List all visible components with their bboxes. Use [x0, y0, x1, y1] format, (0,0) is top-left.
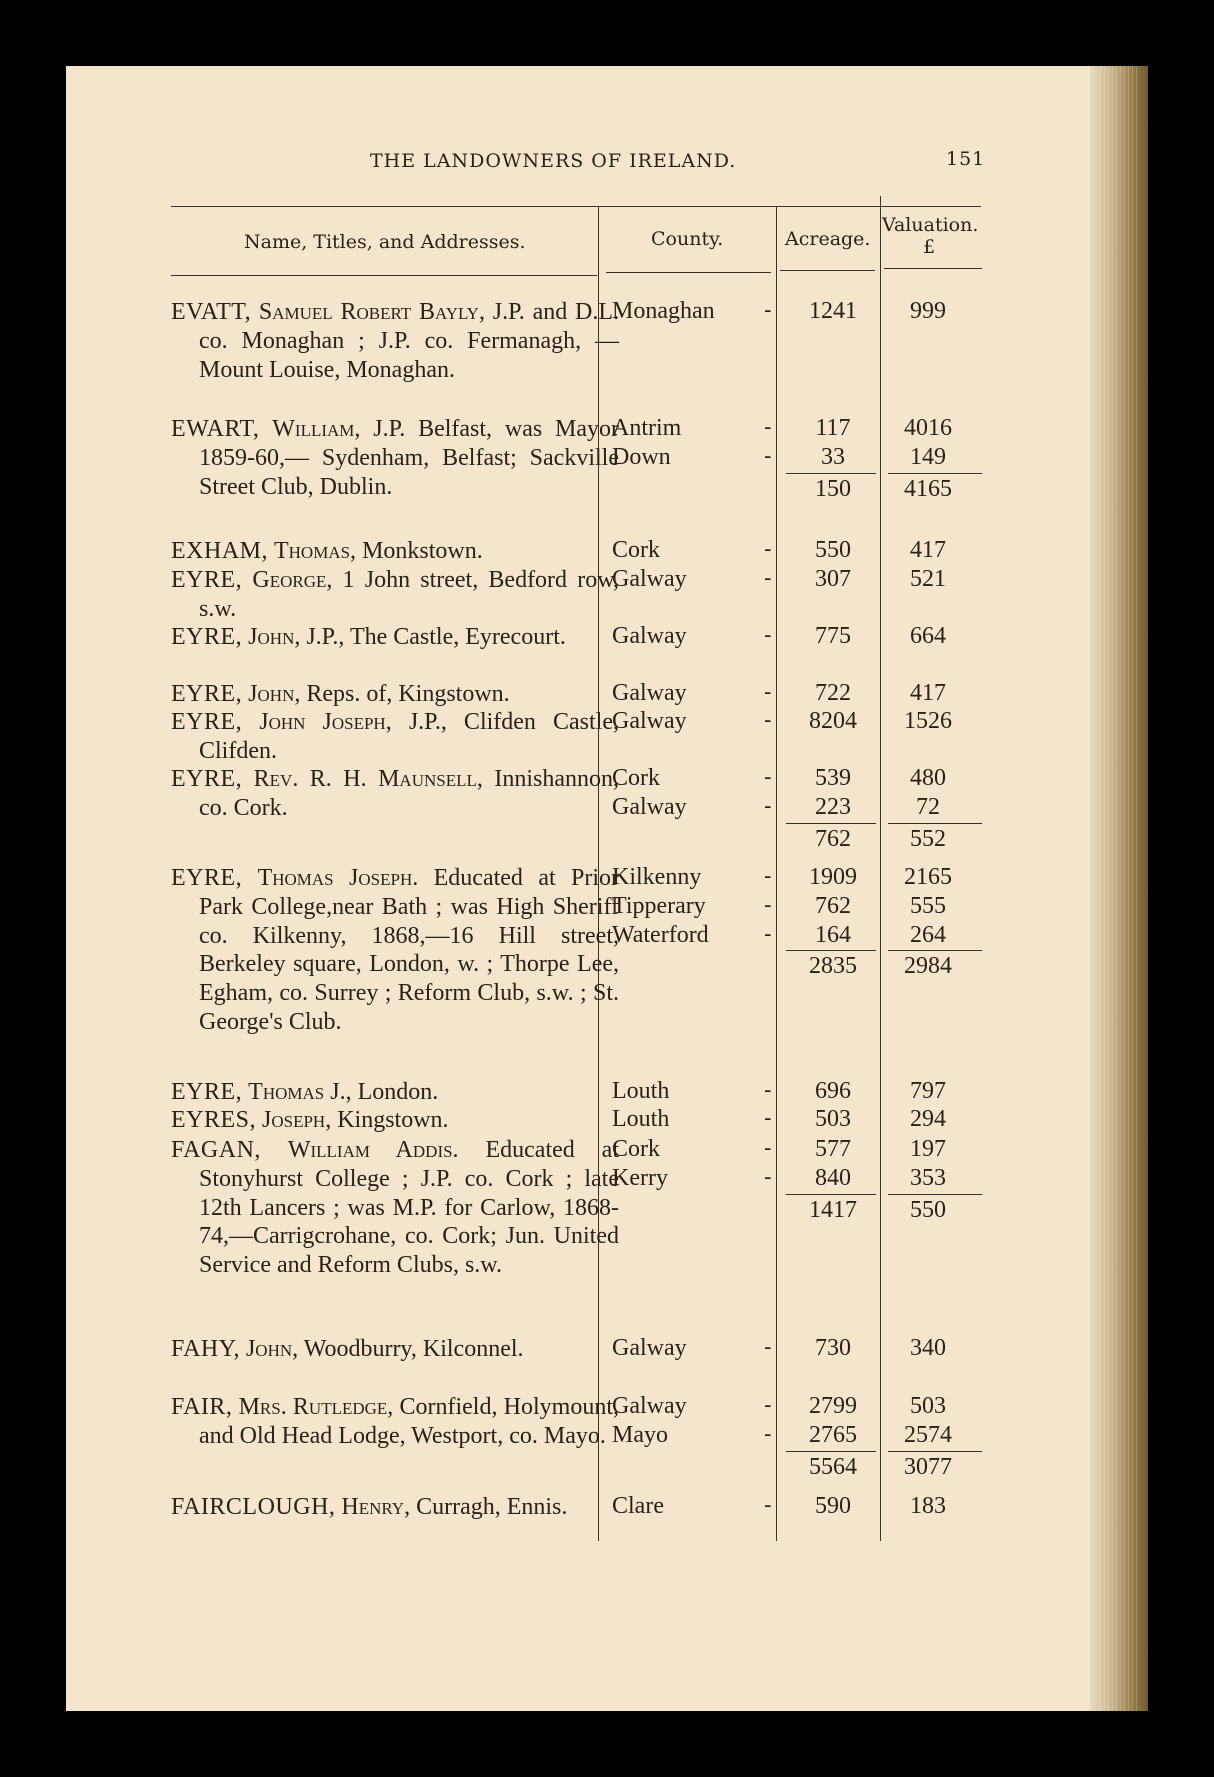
holding-valuation: 797 [910, 1078, 946, 1104]
entry-name [171, 1493, 619, 1522]
holding-county: Louth [612, 1078, 670, 1104]
total-rule-acreage [786, 1451, 876, 1452]
holding-acreage: 164 [815, 921, 851, 948]
holding-county: Down [612, 443, 671, 470]
holding-county: Galway [612, 708, 687, 734]
entry-name [171, 1106, 619, 1135]
entry-name [171, 708, 619, 766]
entry-surname: EWART, [171, 416, 260, 442]
holding-county: Mayo [612, 1421, 668, 1448]
holding-valuation: 340 [910, 1335, 946, 1361]
holding-valuation: 294 [910, 1106, 946, 1132]
entry-details: London. [357, 1079, 439, 1105]
holding-county: Antrim [612, 415, 682, 441]
entry-details: Innishannon, co. Cork. [199, 766, 620, 821]
entry-name [171, 680, 619, 709]
column-header-valuation: Valuation. [882, 214, 979, 236]
entry-surname: EYRE, [171, 624, 243, 650]
holding-acreage: 840 [815, 1164, 851, 1191]
total-acreage: 762 [815, 825, 851, 852]
entry-name [171, 298, 619, 384]
holding-county: Monaghan [612, 298, 715, 324]
entry-surname: EYRE, [171, 766, 243, 792]
entry-given-name: John Joseph, [259, 709, 392, 735]
entry-name [171, 864, 619, 1037]
holding-acreage: 550 [815, 537, 851, 563]
entry-surname: EVATT, [171, 299, 252, 325]
holding-valuation: 149 [910, 443, 946, 470]
entry-details: J.P., The Castle, Eyrecourt. [306, 624, 566, 650]
total-valuation: 2984 [904, 953, 952, 980]
entry-given-name: William Addis. [287, 1137, 459, 1163]
holding-dash: - [764, 1106, 772, 1131]
entry-surname: EYRES, [171, 1107, 257, 1133]
entry-given-name: John, [248, 624, 301, 650]
total-rule-valuation [888, 1194, 982, 1195]
holding-dash: - [764, 566, 772, 591]
holding-acreage: 503 [815, 1106, 851, 1132]
entry-given-name: Henry, [341, 1494, 411, 1520]
entry-name [171, 415, 619, 501]
holding-dash: - [764, 864, 772, 889]
column-header-valuation-unit: £ [923, 236, 936, 258]
holding-acreage: 307 [815, 566, 851, 592]
column-divider-3 [880, 196, 881, 1541]
total-valuation: 552 [910, 825, 946, 852]
entry-given-name: Samuel Robert Bayly, [258, 299, 485, 325]
holding-valuation: 197 [910, 1136, 946, 1162]
entry-name [171, 1393, 619, 1451]
holding-valuation: 521 [910, 566, 946, 592]
holding-dash: - [764, 892, 772, 918]
column-divider-2 [776, 206, 777, 1541]
header-rule-top [171, 206, 981, 207]
entry-name [171, 537, 619, 566]
holding-county: Kilkenny [612, 864, 702, 890]
entry-name [171, 566, 619, 624]
holding-acreage: 590 [815, 1493, 851, 1519]
entry-details: Woodburry, Kilconnel. [303, 1336, 524, 1362]
holding-valuation: 555 [910, 892, 946, 919]
total-rule-acreage [786, 473, 876, 474]
holding-dash: - [764, 1421, 772, 1447]
entry-details: 1 John street, Bedford row, s.w. [199, 567, 619, 622]
entry-given-name: Thomas, [274, 538, 357, 564]
holding-county: Cork [612, 765, 660, 791]
holding-county: Clare [612, 1493, 664, 1519]
entry-details: J.P. Belfast, was Mayor 1859-60,— Sydenham, Belfast; Sackville Street Club, Dublin. [199, 416, 620, 500]
holding-dash: - [764, 1493, 772, 1518]
entry-given-name: William, [272, 416, 361, 442]
holding-dash: - [764, 443, 772, 469]
holding-dash: - [764, 921, 772, 947]
holding-county: Kerry [612, 1164, 668, 1191]
entry-surname: FAHY, [171, 1336, 240, 1362]
holding-county: Waterford [612, 921, 709, 948]
header-rule-bottom-name [171, 275, 597, 276]
entry-given-name: Thomas Joseph. [257, 865, 419, 891]
total-acreage: 1417 [809, 1196, 857, 1223]
entry-surname: EYRE, [171, 1079, 243, 1105]
entry-surname: FAIRCLOUGH, [171, 1494, 336, 1520]
total-valuation: 550 [910, 1196, 946, 1223]
entry-details: Reps. of, Kingstown. [306, 681, 510, 707]
total-rule-acreage [786, 1194, 876, 1195]
total-rule-acreage [786, 950, 876, 951]
holding-acreage: 1241 [809, 298, 857, 324]
holding-county: Louth [612, 1106, 670, 1132]
entry-name [171, 1078, 619, 1107]
total-valuation: 4165 [904, 475, 952, 502]
header-rule-bottom-county [606, 272, 771, 273]
entry-given-name: Mrs. Rutledge, [238, 1394, 394, 1420]
holding-dash: - [764, 623, 772, 648]
total-rule-valuation [888, 1451, 982, 1452]
holding-acreage: 762 [815, 892, 851, 919]
holding-acreage: 33 [821, 443, 845, 470]
holding-acreage: 223 [815, 793, 851, 820]
holding-acreage: 2765 [809, 1421, 857, 1448]
entry-surname: FAGAN, [171, 1137, 261, 1163]
holding-county: Galway [612, 680, 687, 706]
entry-surname: EYRE, [171, 709, 243, 735]
holding-county: Cork [612, 537, 660, 563]
holding-county: Galway [612, 1335, 687, 1361]
holding-valuation: 72 [916, 793, 940, 820]
total-rule-acreage [786, 823, 876, 824]
holding-valuation: 664 [910, 623, 946, 649]
entry-surname: EYRE, [171, 567, 243, 593]
holding-dash: - [764, 708, 772, 733]
holding-dash: - [764, 1078, 772, 1103]
holding-county: Galway [612, 793, 687, 820]
holding-county: Galway [612, 623, 687, 649]
holding-valuation: 999 [910, 298, 946, 324]
holding-acreage: 722 [815, 680, 851, 706]
entry-surname: EYRE, [171, 681, 243, 707]
holding-valuation: 417 [910, 680, 946, 706]
total-acreage: 2835 [809, 953, 857, 980]
entry-details: Monkstown. [362, 538, 483, 564]
holding-dash: - [764, 1164, 772, 1190]
header-rule-bottom-valuation [884, 268, 982, 269]
holding-valuation: 480 [910, 765, 946, 791]
holding-valuation: 417 [910, 537, 946, 563]
page-number: 151 [946, 148, 986, 170]
holding-valuation: 2165 [904, 864, 952, 890]
total-acreage: 150 [815, 475, 851, 502]
entry-name [171, 1335, 619, 1364]
holding-acreage: 2799 [809, 1393, 857, 1419]
column-header-acreage: Acreage. [785, 228, 871, 250]
holding-valuation: 503 [910, 1393, 946, 1419]
holding-acreage: 775 [815, 623, 851, 649]
holding-dash: - [764, 537, 772, 562]
holding-dash: - [764, 793, 772, 819]
running-title: THE LANDOWNERS OF IRELAND. [370, 150, 737, 172]
column-header-name: Name, Titles, and Addresses. [244, 231, 526, 253]
entry-name [171, 765, 619, 823]
holding-valuation: 1526 [904, 708, 952, 734]
total-rule-valuation [888, 473, 982, 474]
entry-given-name: John, [245, 1336, 299, 1362]
holding-county: Tipperary [612, 892, 706, 919]
entry-given-name: John, [248, 681, 301, 707]
holding-valuation: 183 [910, 1493, 946, 1519]
holding-dash: - [764, 1393, 772, 1418]
entry-surname: EXHAM, [171, 538, 268, 564]
holding-valuation: 2574 [904, 1421, 952, 1448]
holding-valuation: 353 [910, 1164, 946, 1191]
holding-county: Galway [612, 566, 687, 592]
entry-given-name: Rev. R. H. Maunsell, [253, 766, 483, 792]
entry-details: Cornfield, Holymount, and Old Head Lodge, Westport, co. Mayo. [199, 1394, 619, 1449]
holding-dash: - [764, 298, 772, 323]
entry-surname: EYRE, [171, 865, 243, 891]
column-header-county: County. [651, 228, 724, 250]
entry-name [171, 623, 619, 652]
entry-name [171, 1136, 619, 1280]
entry-details: Curragh, Ennis. [416, 1494, 568, 1520]
holding-dash: - [764, 680, 772, 705]
total-rule-valuation [888, 823, 982, 824]
entry-details: J.P., Clifden Castle, Clifden. [199, 709, 619, 764]
holding-acreage: 730 [815, 1335, 851, 1361]
holding-dash: - [764, 1136, 772, 1161]
entry-given-name: George, [252, 567, 333, 593]
holding-acreage: 8204 [809, 708, 857, 734]
entry-details: Educated at Stonyhurst College ; J.P. co. Cork ; late 12th Lancers ; was M.P. for Carlow, 1868-74,—Carrigcrohane, co. Cork; Jun. United Service and Reform Clubs, s.w. [199, 1137, 620, 1279]
entry-details: Educated at Prior Park College,near Bath ; was High Sheriff co. Kilkenny, 1868,—16 Hill street, Berkeley square, London, w. ; Thorpe Lee, Egham, co. Surrey ; Reform Club, s.w. ; St. George's Club. [199, 865, 620, 1035]
header-rule-bottom-acreage [780, 270, 875, 271]
entry-details: Kingstown. [337, 1107, 449, 1133]
holding-valuation: 4016 [904, 415, 952, 441]
holding-county: Galway [612, 1393, 687, 1419]
total-acreage: 5564 [809, 1453, 857, 1480]
holding-valuation: 264 [910, 921, 946, 948]
entry-given-name: Thomas J., [248, 1079, 352, 1105]
entry-given-name: Joseph, [262, 1107, 332, 1133]
holding-acreage: 117 [815, 415, 851, 441]
holding-acreage: 1909 [809, 864, 857, 890]
entry-details: J.P. and D.L. co. Monaghan ; J.P. co. Fermanagh, — Mount Louise, Monaghan. [199, 299, 620, 383]
page-edge-lines [1100, 66, 1140, 1711]
holding-dash: - [764, 1335, 772, 1360]
holding-dash: - [764, 415, 772, 440]
entry-surname: FAIR, [171, 1394, 233, 1420]
holding-acreage: 696 [815, 1078, 851, 1104]
holding-dash: - [764, 765, 772, 790]
total-valuation: 3077 [904, 1453, 952, 1480]
total-rule-valuation [888, 950, 982, 951]
holding-county: Cork [612, 1136, 660, 1162]
holding-acreage: 539 [815, 765, 851, 791]
holding-acreage: 577 [815, 1136, 851, 1162]
